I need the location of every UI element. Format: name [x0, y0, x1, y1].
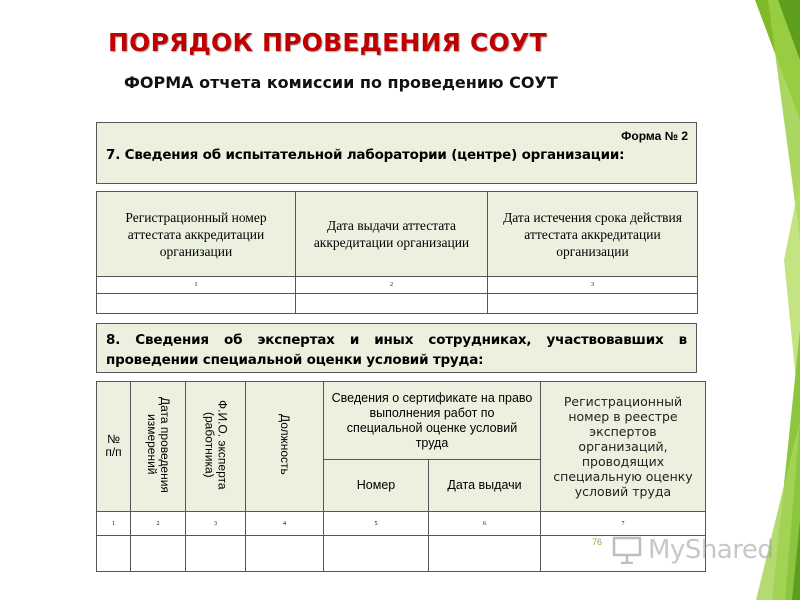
header-cell-certificate: Сведения о сертификате на право выполнения работ по специальной оценке условий труда — [324, 382, 541, 460]
header-cell-expiry-date: Дата истечения срока действия аттестата аккредитации организации — [488, 192, 698, 277]
data-cell[interactable] — [296, 294, 488, 314]
watermark-logo — [612, 535, 773, 565]
section8-heading: 8. Сведения об экспертах и иных сотрудниках, участвовавших в проведении специальной оценки условий труда: — [106, 332, 687, 368]
data-cell[interactable] — [488, 294, 698, 314]
data-cell[interactable] — [246, 536, 324, 572]
header-cell-cert-date: Дата выдачи — [429, 460, 541, 512]
header-cell-reg-number: Регистрационный номер аттестата аккредитации организации — [97, 192, 296, 277]
header-cell-num — [97, 382, 131, 512]
column-number: 2 — [296, 277, 488, 294]
column-number: 7 — [541, 512, 706, 536]
data-cell[interactable] — [324, 536, 429, 572]
column-number: 3 — [488, 277, 698, 294]
slide-subtitle: ФОРМА отчета комиссии по проведению СОУТ — [124, 73, 558, 92]
data-cell[interactable] — [97, 536, 131, 572]
header-cell-measure-date — [131, 382, 186, 512]
form-header-panel — [96, 122, 697, 184]
column-number: 2 — [131, 512, 186, 536]
watermark-text: MyShared — [648, 535, 774, 565]
header-cell-registry-number: Регистрационный номер в реестре экспертов организаций, проводящих специальную оценку условий труда — [541, 382, 706, 512]
header-cell-fio — [186, 382, 246, 512]
form-number-label: Форма № 2 — [621, 129, 688, 143]
data-cell[interactable] — [429, 536, 541, 572]
data-cell[interactable] — [186, 536, 246, 572]
lab-accreditation-table — [96, 191, 698, 314]
column-number: 5 — [324, 512, 429, 536]
header-cell-issue-date: Дата выдачи аттестата аккредитации организации — [296, 192, 488, 277]
section7-heading: 7. Сведения об испытательной лаборатории (центре) организации: — [106, 147, 625, 163]
data-cell[interactable] — [97, 294, 296, 314]
column-number-row — [97, 512, 706, 536]
column-number: 4 — [246, 512, 324, 536]
header-position-label: Должность — [278, 414, 292, 475]
table-header-row — [97, 382, 706, 460]
column-number-row — [97, 277, 698, 294]
header-num-label: № п/п — [105, 432, 122, 459]
empty-data-row — [97, 294, 698, 314]
header-measure-date-label: Дата проведения измерений — [145, 396, 172, 493]
column-number: 3 — [186, 512, 246, 536]
header-cell-position — [246, 382, 324, 512]
slide-title: ПОРЯДОК ПРОВЕДЕНИЯ СОУТ — [108, 28, 547, 57]
section8-panel — [96, 323, 697, 373]
header-cell-cert-number: Номер — [324, 460, 429, 512]
column-number: 6 — [429, 512, 541, 536]
presentation-board-icon — [612, 536, 642, 564]
table-header-row — [97, 192, 698, 277]
column-number: 1 — [97, 277, 296, 294]
data-cell[interactable] — [131, 536, 186, 572]
header-fio-label: Ф.И.О. эксперта (работника) — [202, 399, 230, 490]
page-number: 76 — [592, 537, 603, 547]
column-number: 1 — [97, 512, 131, 536]
